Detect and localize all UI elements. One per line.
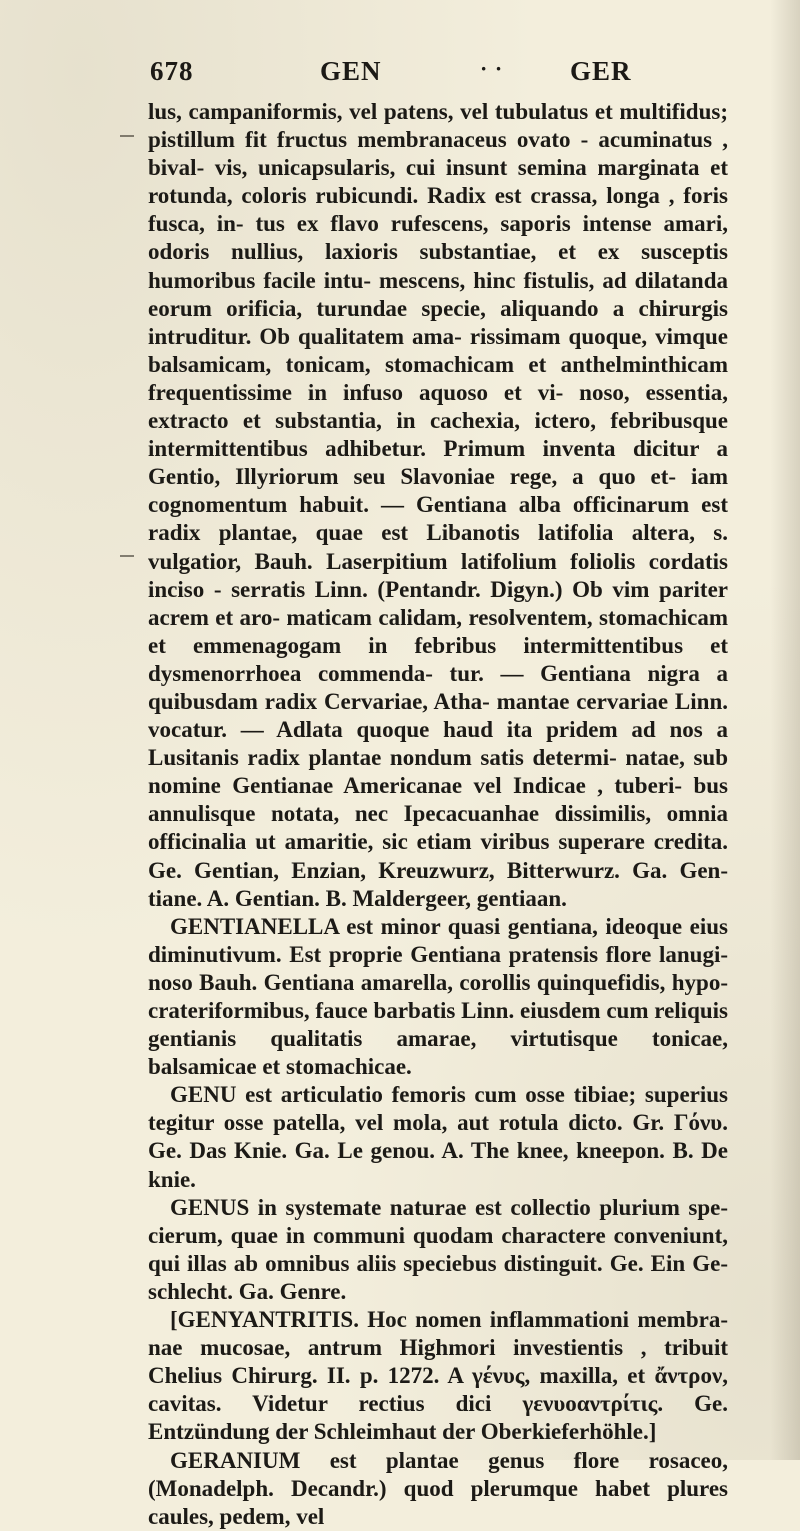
paragraph-genus: GENUS in systemate naturae est collectio plurium spe- cierum, quae in communi quodam charactere conveniunt, qui illas ab omnibus aliis speciebus distinguit. Ge. Ein Ge- schlecht. Ga. Genre.	[148, 1194, 728, 1304]
header-left-word: GEN	[320, 56, 382, 86]
paragraph-genyantritis: [GENYANTRITIS. Hoc nomen inflammationi membra- nae mucosae, antrum Highmori investientis , tribuit Chelius Chirurg. II. p. 1272. A γένυς, maxilla, et ἄντρον, cavitas. Videtur rectius dici γενυοαντρίτις. Ge. Entzündung der Schleimhaut der Oberkieferhöhle.]	[148, 1307, 728, 1445]
paragraph-gentiana: lus, campaniformis, vel patens, vel tubulatus et multifidus; pistillum fit fructus membranaceus ovato - acuminatus , bival- vis, unicapsularis, cui insunt semina marginata et rotunda, coloris rubicundi. Radix est crassa, longa , foris fusca, in- tus ex flavo rufescens, saporis intense amari, odoris nullius, laxioris substantiae, et ex susceptis humoribus facile intu- mescens, hinc fistulis, ad dilatanda eorum orificia, turundae specie, aliquando a chirurgis intruditur. Ob qualitatem ama- rissimam quoque, vimque balsamicam, tonicam, stomachicam et anthelminthicam frequentissime in infuso aquoso et vi- noso, essentia, extracto et substantia, in cachexia, ictero, febribusque intermittentibus adhibetur. Primum inventa dicitur a Gentio, Illyriorum seu Slavoniae rege, a quo et- iam cognomentum habuit. — Gentiana alba officinarum est radix plantae, quae est Libanotis latifolia altera, s. vulgatior, Bauh. Laserpitium latifolium foliolis cordatis inciso - serratis Linn. (Pentandr. Digyn.) Ob vim pariter acrem et aro- maticam calidam, resolventem, stomachicam et emmenagogam in febribus intermittentibus et dysmenorrhoea commenda- tur. — Gentiana nigra a quibusdam radix Cervariae, Atha- mantae cervariae Linn. vocatur. — Adlata quoque haud ita pridem ad nos a Lusitanis radix plantae nondum satis determi- natae, sub nomine Gentianae Americanae vel Indicae , tuberi- bus annulisque notata, nec Ipecacuanhae dissimilis, omnia officinalia ut amaritie, sic etiam viribus superare credita. Ge. Gentian, Enzian, Kreuzwurz, Bitterwurz. Ga. Gen- tiane. A. Gentian. B. Maldergeer, gentiaan.	[148, 99, 728, 911]
margin-dash	[120, 135, 134, 137]
paragraph-geranium: GERANIUM est plantae genus flore rosaceo, (Monadelph. Decandr.) quod plerumque habet plures caules, pedem, vel	[148, 1447, 728, 1529]
paragraph-gentianella: GENTIANELLA est minor quasi gentiana, ideoque eius diminutivum. Est proprie Gentiana pratensis flore lanugi- noso Bauh. Gentiana amarella, corollis quinquefidis, hypo- crateriformibus, fauce barbatis Linn. eiusdem cum reliquis gentianis qualitatis amarae, virtutisque tonicae, balsamicae et stomachicae.	[148, 913, 728, 1080]
margin-dash	[120, 555, 134, 557]
header-middle-mark: · ·	[480, 56, 504, 81]
paragraph-genu: GENU est articulatio femoris cum osse tibiae; superius tegitur osse patella, vel mola, aut rotula dicto. Gr. Γόνυ. Ge. Das Knie. Ga. Le genou. A. The knee, kneepon. B. De knie.	[148, 1082, 728, 1192]
running-header	[150, 56, 720, 92]
page-edge-shadow	[770, 0, 800, 1460]
body-text	[148, 98, 728, 1531]
page-number: 678	[150, 56, 194, 86]
header-right-word: GER	[570, 56, 632, 86]
